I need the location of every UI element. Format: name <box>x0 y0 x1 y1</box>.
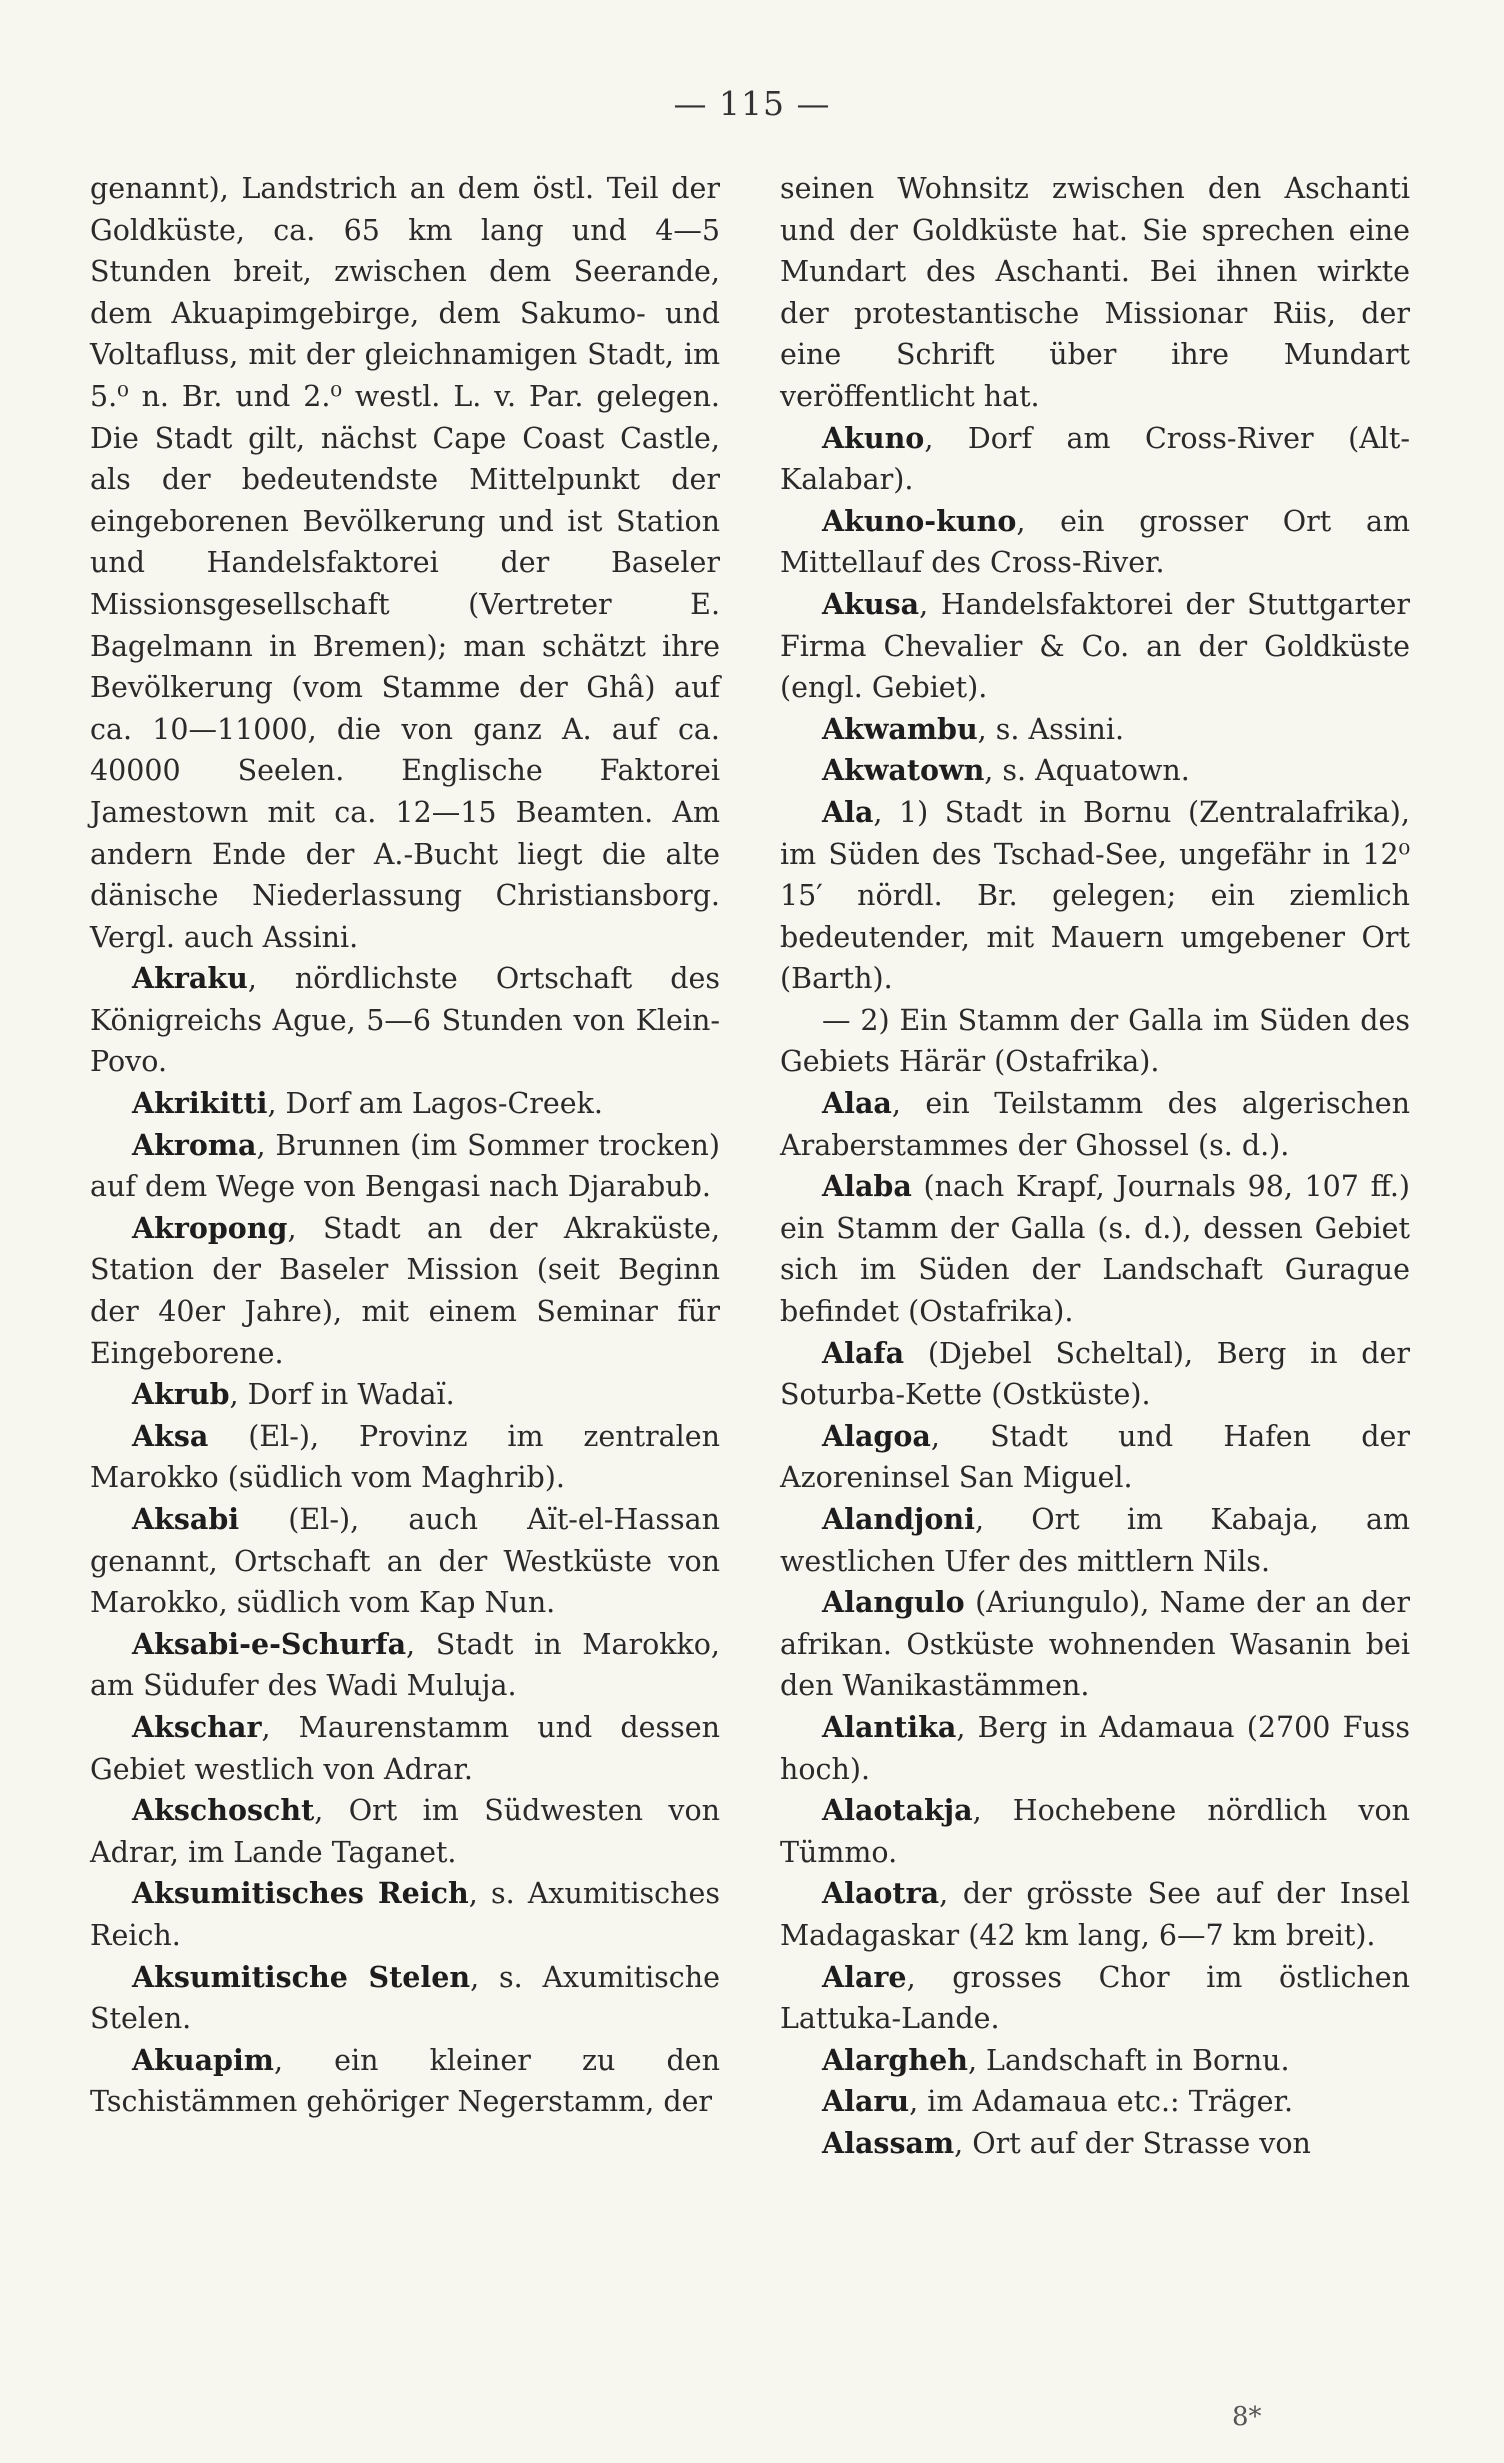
dictionary-entry <box>780 584 1410 709</box>
dictionary-entry <box>780 1333 1410 1416</box>
dictionary-entry <box>90 1624 720 1707</box>
entry-headword: Aksabi-e-Schurfa <box>132 1626 407 1661</box>
dictionary-entry <box>90 1499 720 1624</box>
entry-text: , ein grosser Ort am Mittellauf des Cross-River. <box>780 504 1410 580</box>
dictionary-entry <box>780 2040 1410 2082</box>
entry-text: , Handelsfaktorei der Stuttgarter Firma Chevalier & Co. an der Goldküste (engl. Gebiet). <box>780 587 1410 705</box>
left-column <box>90 168 720 2123</box>
entry-text: (nach Krapf, Journals 98, 107 ff.) ein Stamm der Galla (s. d.), dessen Gebiet sich im Süden der Landschaft Gurague befindet (Ostafrika). <box>780 1170 1410 1329</box>
entry-text: , Stadt an der Akraküste, Station der Baseler Mission (seit Beginn der 40er Jahre), mit einem Seminar für Eingeborene. <box>90 1211 720 1370</box>
entry-text: , Berg in Adamaua (2700 Fuss hoch). <box>780 1710 1410 1786</box>
dictionary-entry <box>780 1957 1410 2040</box>
dictionary-entry <box>780 2081 1410 2123</box>
entry-text: , 1) Stadt in Bornu (Zentralafrika), im Süden des Tschad-See, ungefähr in 12⁰ 15′ nördl. Br. gelegen; ein ziemlich bedeutender, mit Mauern umgebener Ort (Barth). <box>780 795 1410 996</box>
entry-text: , Stadt in Marokko, am Südufer des Wadi Muluja. <box>90 1627 720 1703</box>
dictionary-entry <box>90 1873 720 1956</box>
entry-headword: Aksa <box>132 1418 209 1453</box>
entry-text: (Ariungulo), Name der an der afrikan. Ostküste wohnenden Wasanin bei den Wanikastämmen. <box>780 1586 1410 1703</box>
entry-text: , ein kleiner zu den Tschistämmen gehöriger Negerstamm, der <box>90 2043 720 2119</box>
entry-text: , Dorf in Wadaï. <box>229 1378 455 1412</box>
entry-text: , Dorf am Lagos-Creek. <box>267 1087 603 1121</box>
entry-text: , Dorf am Cross-River (Alt-Kalabar). <box>780 421 1410 497</box>
entry-headword: Alandjoni <box>822 1502 975 1536</box>
entry-headword: Ala <box>822 794 874 829</box>
entry-headword: Aksabi <box>132 1502 240 1536</box>
dictionary-entry <box>90 1208 720 1374</box>
dictionary-entry <box>780 1416 1410 1499</box>
entry-headword: Alagoa <box>822 1418 931 1453</box>
entry-headword: Akroma <box>132 1127 257 1162</box>
entry-text: (Djebel Scheltal), Berg in der Soturba-Kette (Ostküste). <box>780 1336 1410 1412</box>
page-number: — 115 — <box>673 84 831 123</box>
dictionary-entry <box>780 1790 1410 1873</box>
dictionary-entry <box>780 168 1410 418</box>
entry-text: — 2) Ein Stamm der Galla im Süden des Gebiets Härär (Ostafrika). <box>780 1003 1410 1079</box>
entry-headword: Alaru <box>822 2084 910 2119</box>
entry-text: (El-), auch Aït-el-Hassan genannt, Ortschaft an der Westküste von Marokko, südlich vom Kap Nun. <box>90 1503 720 1620</box>
entry-headword: Akuno <box>822 420 925 455</box>
entry-headword: Akusa <box>822 586 920 621</box>
entry-text: , Stadt und Hafen der Azoreninsel San Miguel. <box>780 1419 1410 1495</box>
dictionary-entry <box>90 1790 720 1873</box>
entry-text: , Ort auf der Strasse von <box>954 2126 1311 2160</box>
entry-headword: Akwatown <box>822 753 985 788</box>
entry-text: (El-), Provinz im zentralen Marokko (südlich vom Maghrib). <box>90 1419 720 1495</box>
entry-text: genannt), Landstrich an dem östl. Teil der Goldküste, ca. 65 km lang und 4—5 Stunden breit, zwischen dem Seerande, dem Akuapimgebirge, dem Sakumo- und Voltafluss, mit der gleichnamigen Stadt, im 5.⁰ n. Br. und 2.⁰ westl. L. v. Par. gelegen. Die Stadt gilt, nächst Cape Coast Castle, als der bedeutendste Mittelpunkt der eingeborenen Bevölkerung und ist Station und Handelsfaktorei der Baseler Missionsgesellschaft (Vertreter E. Bagelmann in Bremen); man schätzt ihre Bevölkerung (vom Stamme der Ghâ) auf ca. 10—11000, die von ganz A. auf ca. 40000 Seelen. Englische Faktorei Jamestown mit ca. 12—15 Beamten. Am andern Ende der A.-Bucht liegt die alte dänische Niederlassung Christiansborg. Vergl. auch Assini. <box>90 172 720 954</box>
entry-text: , Maurenstamm und dessen Gebiet westlich von Adrar. <box>90 1710 720 1786</box>
entry-headword: Alafa <box>822 1335 905 1370</box>
dictionary-entry <box>780 1582 1410 1707</box>
entry-headword: Alaa <box>822 1086 892 1121</box>
entry-headword: Akrub <box>132 1377 230 1412</box>
dictionary-entry <box>90 1374 720 1416</box>
dictionary-entry <box>90 2040 720 2123</box>
dictionary-entry <box>780 1707 1410 1790</box>
dictionary-entry <box>780 792 1410 1000</box>
entry-headword: Alare <box>822 1959 907 1994</box>
right-column <box>780 168 1410 2165</box>
dictionary-entry <box>780 1166 1410 1332</box>
dictionary-entry <box>780 501 1410 584</box>
dictionary-entry <box>780 709 1410 751</box>
dictionary-entry <box>780 750 1410 792</box>
entry-headword: Aksumitisches Reich <box>132 1876 469 1911</box>
entry-headword: Akschoscht <box>132 1793 315 1828</box>
entry-text: , Ort im Südwesten von Adrar, im Lande Taganet. <box>90 1794 720 1869</box>
entry-text: , ein Teilstamm des algerischen Araberstammes der Ghossel (s. d.). <box>780 1087 1410 1162</box>
dictionary-entry <box>780 1499 1410 1582</box>
entry-text: , s. Assini. <box>977 712 1125 746</box>
dictionary-entry <box>90 958 720 1083</box>
entry-text: , Brunnen (im Sommer trocken) auf dem Wege von Bengasi nach Djarabub. <box>90 1128 720 1204</box>
entry-text: , s. Axumitische Stelen. <box>90 1960 720 2036</box>
entry-text: , der grösste See auf der Insel Madagaskar (42 km lang, 6—7 km breit). <box>780 1877 1410 1952</box>
entry-headword: Alangulo <box>822 1585 965 1620</box>
entry-text: , im Adamaua etc.: Träger. <box>909 2085 1294 2119</box>
dictionary-entry <box>780 418 1410 501</box>
dictionary-entry <box>90 1083 720 1125</box>
entry-text: , nördlichste Ortschaft des Königreichs Ague, 5—6 Stunden von Klein-Povo. <box>90 962 720 1079</box>
entry-headword: Akraku <box>132 961 248 996</box>
entry-headword: Akropong <box>132 1210 288 1245</box>
entry-headword: Aksumitische Stelen <box>132 1959 471 1994</box>
entry-text: , Landschaft in Bornu. <box>967 2043 1290 2077</box>
entry-headword: Akuapim <box>132 2042 274 2077</box>
entry-text: , Ort im Kabaja, am westlichen Ufer des mittlern Nils. <box>780 1503 1410 1578</box>
dictionary-entry <box>90 168 720 958</box>
entry-headword: Alassam <box>822 2125 955 2160</box>
entry-headword: Alantika <box>822 1709 957 1744</box>
entry-headword: Akwambu <box>822 711 978 746</box>
entry-text: , s. Aquatown. <box>984 754 1190 788</box>
entry-headword: Alaotakja <box>822 1793 973 1828</box>
entry-headword: Alaba <box>822 1169 912 1204</box>
dictionary-entry <box>780 2123 1410 2165</box>
dictionary-entry <box>90 1125 720 1208</box>
dictionary-entry <box>90 1416 720 1499</box>
entry-headword: Akuno-kuno <box>822 503 1017 538</box>
entry-text: seinen Wohnsitz zwischen den Aschanti und der Goldküste hat. Sie sprechen eine Mundart des Aschanti. Bei ihnen wirkte der protestantische Missionar Riis, der eine Schrift über ihre Mundart veröffentlicht hat. <box>780 172 1410 413</box>
entry-headword: Akschar <box>132 1709 262 1744</box>
entry-text: , grosses Chor im östlichen Lattuka-Lande. <box>780 1960 1410 2036</box>
dictionary-entry <box>780 1083 1410 1166</box>
dictionary-entry <box>780 1000 1410 1083</box>
dictionary-entry <box>780 1873 1410 1956</box>
entry-headword: Akrikitti <box>132 1086 268 1121</box>
dictionary-entry <box>90 1707 720 1790</box>
entry-text: , Hochebene nördlich von Tümmo. <box>780 1794 1410 1869</box>
signature-mark: 8* <box>1232 2402 1262 2432</box>
entry-headword: Alargheh <box>822 2042 968 2077</box>
dictionary-entry <box>90 1957 720 2040</box>
entry-headword: Alaotra <box>822 1876 940 1911</box>
entry-text: , s. Axumitisches Reich. <box>90 1877 720 1952</box>
